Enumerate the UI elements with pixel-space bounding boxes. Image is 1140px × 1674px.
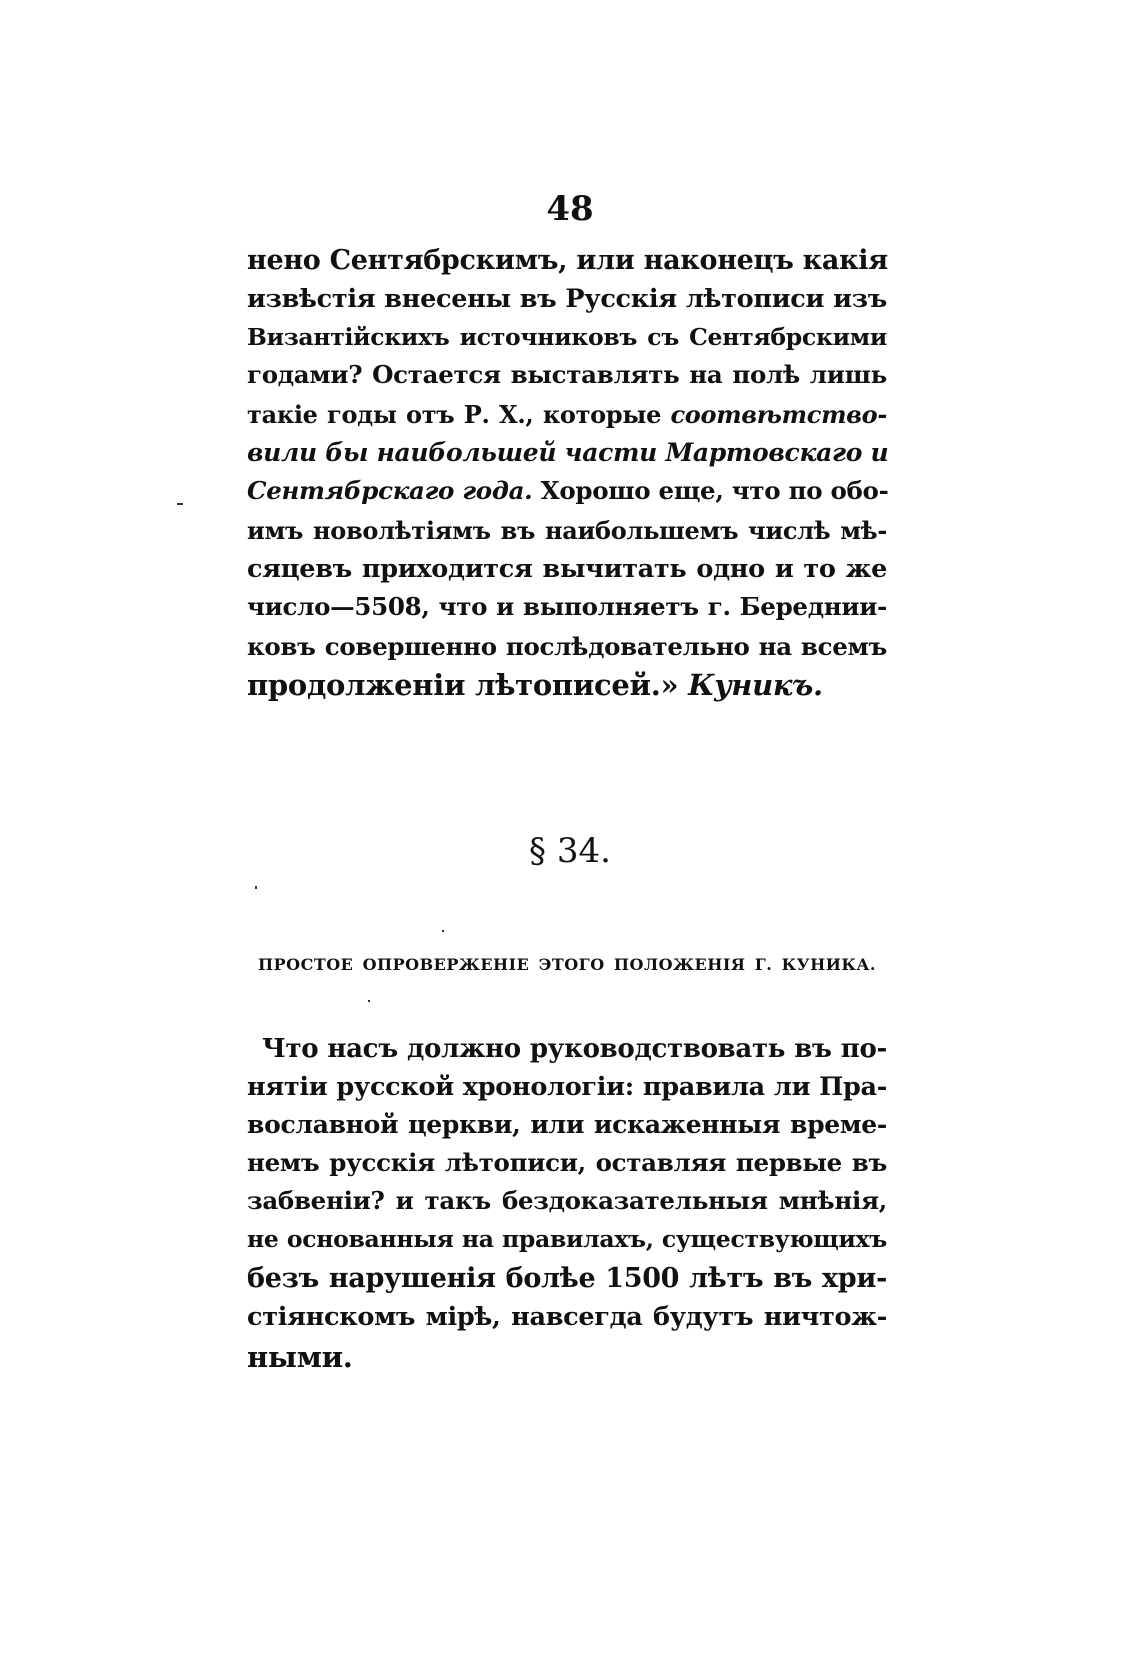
section-heading: ПРОСТОЕ ОПРОВЕРЖЕНІЕ ЭТОГО ПОЛОЖЕНІЯ Г. КУНИКА. bbox=[258, 955, 876, 974]
italic-run: соотвѣтство- bbox=[670, 400, 887, 429]
text-line: Византійскихъ источниковъ съ Сентябрскими bbox=[247, 323, 887, 351]
text-line: безъ нарушенія болѣе 1500 лѣтъ въ хри- bbox=[247, 1263, 887, 1294]
page-number: 48 bbox=[546, 189, 594, 229]
text-line: ковъ совершенно послѣдовательно на всемъ bbox=[247, 632, 887, 661]
text-line: забвеніи? и такъ бездоказательныя мнѣнія, bbox=[247, 1186, 887, 1215]
scan-speck bbox=[255, 886, 257, 889]
section-number: § 34. bbox=[529, 831, 611, 871]
text-line: вославной церкви, или искаженныя време- bbox=[247, 1110, 887, 1139]
text-line bbox=[247, 662, 887, 708]
text-line: ными. bbox=[247, 1340, 353, 1374]
text-run: такіе годы отъ Р. Х., которые bbox=[247, 400, 671, 429]
scan-speck bbox=[177, 503, 183, 505]
italic-line: вили бы наибольшей части Мартовскаго и bbox=[247, 438, 889, 467]
italic-run: Сентябрскаго года. bbox=[247, 476, 533, 505]
text-line: сяцевъ приходится вычитать одно и то же bbox=[247, 554, 887, 584]
text-line: не основанныя на правилахъ, существующихъ bbox=[247, 1225, 887, 1253]
author-signature: Куникъ. bbox=[688, 668, 823, 702]
text-run: Хорошо еще, что по обо- bbox=[532, 476, 889, 505]
text-line: имъ новолѣтіямъ въ наибольшемъ числѣ мѣ- bbox=[247, 516, 887, 545]
text-line: Что насъ должно руководствовать въ по- bbox=[262, 1034, 887, 1064]
text-line: нятіи русской хронологіи: правила ли Пра- bbox=[247, 1072, 887, 1102]
scan-speck bbox=[368, 1000, 370, 1002]
text-line: нено Сентябрскимъ, или наконецъ какія bbox=[247, 245, 888, 276]
scan-speck bbox=[442, 930, 444, 932]
text-line: стіянскомъ мірѣ, навсегда будутъ ничтож- bbox=[247, 1302, 887, 1332]
text-line: немъ русскія лѣтописи, оставляя первые въ bbox=[247, 1148, 887, 1177]
text-line: годами? Остается выставлять на полѣ лишь bbox=[247, 360, 887, 389]
text-line: число—5508, что и выполняетъ г. Береднии- bbox=[247, 592, 887, 621]
text-line: извѣстія внесены въ Русскія лѣтописи изъ bbox=[247, 284, 887, 314]
text-run: продолженіи лѣтописей.» bbox=[247, 668, 689, 702]
